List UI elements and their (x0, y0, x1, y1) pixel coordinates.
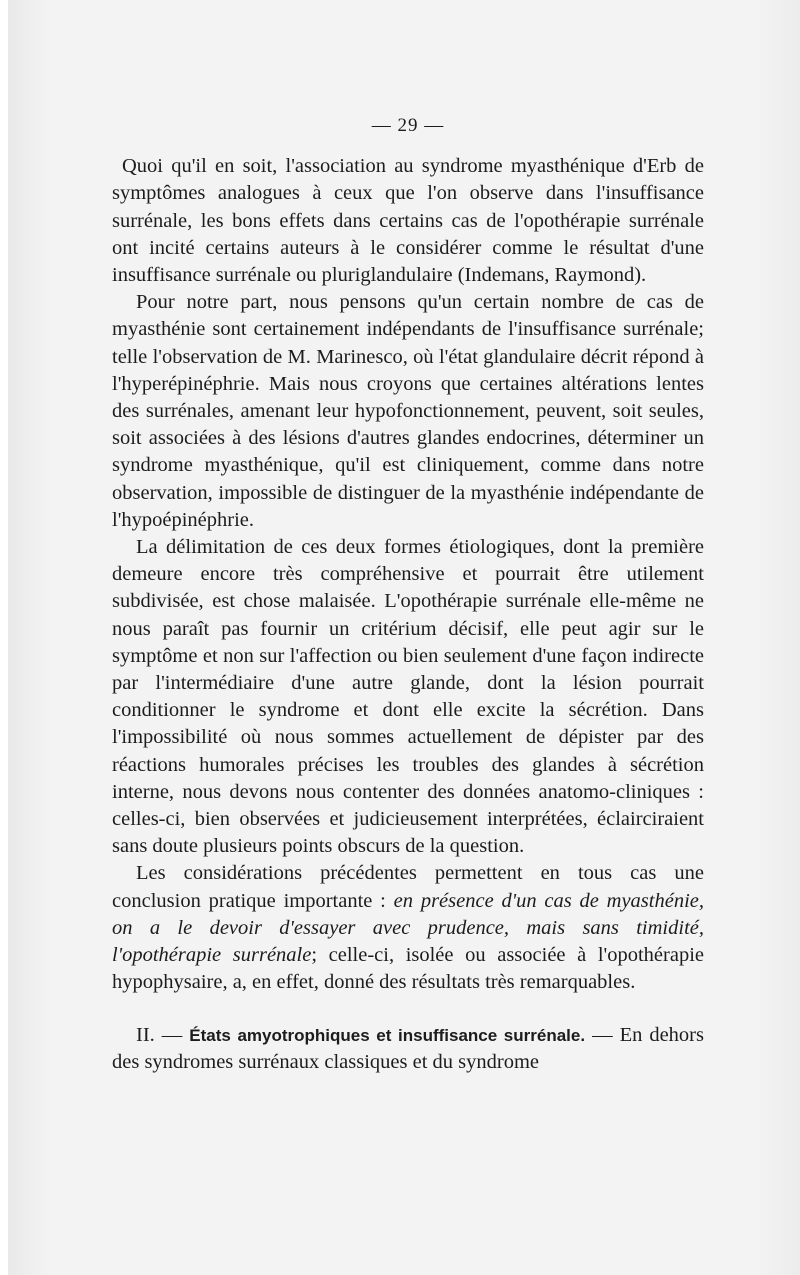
paragraph-4-text-before: Les considérations précédentes permettent en tous cas une conclusion pratique importante : (112, 862, 704, 912)
paragraph-2: Pour notre part, nous pensons qu'un certain nombre de cas de myasthénie sont certainement indépendants de l'insuffisance surrénale; telle l'observation de M. Marinesco, où l'état glandulaire décrit répond à l'hyperépinéphrie. Mais nous croyons que certaines altérations lentes des surrénales, amenant leur hypofonctionnement, peuvent, soit seules, soit associées à des lésions d'autres glandes endocrines, déterminer un syndrome myasthénique, qu'il est cliniquement, comme dans notre observation, impossible de distinguer de la myasthénie indépendante de l'hypoépinéphrie. (112, 291, 704, 531)
paragraph-1: Quoi qu'il en soit, l'association au syndrome myasthénique d'Erb de symptômes analogues à ceux que l'on observe dans l'insuffisance surrénale, les bons effets dans certains cas de l'opothérapie surrénale ont incité certains auteurs à le considérer comme le résultat d'une insuffisance surrénale ou pluriglandulaire (Indemans, Raymond). (112, 155, 704, 287)
page-number: — 29 — (371, 115, 445, 136)
paragraph-4-italic: en présence d'un cas de myasthénie, on a le devoir d'essayer avec prudence, mais sans timidité, l'opothérapie surrénale (112, 889, 705, 967)
section-title: États amyotrophiques et insuffisance surrénale. (189, 1025, 586, 1045)
paragraph-3: La délimitation de ces deux formes étiologiques, dont la première demeure encore très compréhensive et pourrait être utilement subdivisée, est chose malaisée. L'opothérapie surrénale elle-même ne nous paraît pas fournir un critérium décisif, elle peut agir sur le symptôme et non sur l'affection ou bien seulement d'une façon indirecte par l'intermédiaire d'une autre glande, dont la lésion pourrait conditionner le syndrome et dont elle excite la sécrétion. Dans l'impossibilité où nous sommes actuellement de dépister par des réactions humorales précises les troubles des glandes à sécrétion interne, nous devons nous contenter des données anatomo-cliniques : celles-ci, bien observées et judicieusement interprétées, éclairciraient sans doute plusieurs points obscurs de la question. (112, 536, 704, 858)
paragraph-4-text-after: ; celle-ci, isolée ou associée à l'opothérapie hypophysaire, a, en effet, donné des résultats très remarquables. (112, 944, 704, 994)
section-ii (112, 1022, 704, 1076)
paragraph-4 (112, 860, 704, 996)
section-text: — En dehors des syndromes surrénaux classiques et du syndrome (112, 1023, 704, 1073)
page (8, 0, 800, 1275)
page-content (112, 112, 704, 1076)
section-number: II. — (136, 1023, 190, 1046)
